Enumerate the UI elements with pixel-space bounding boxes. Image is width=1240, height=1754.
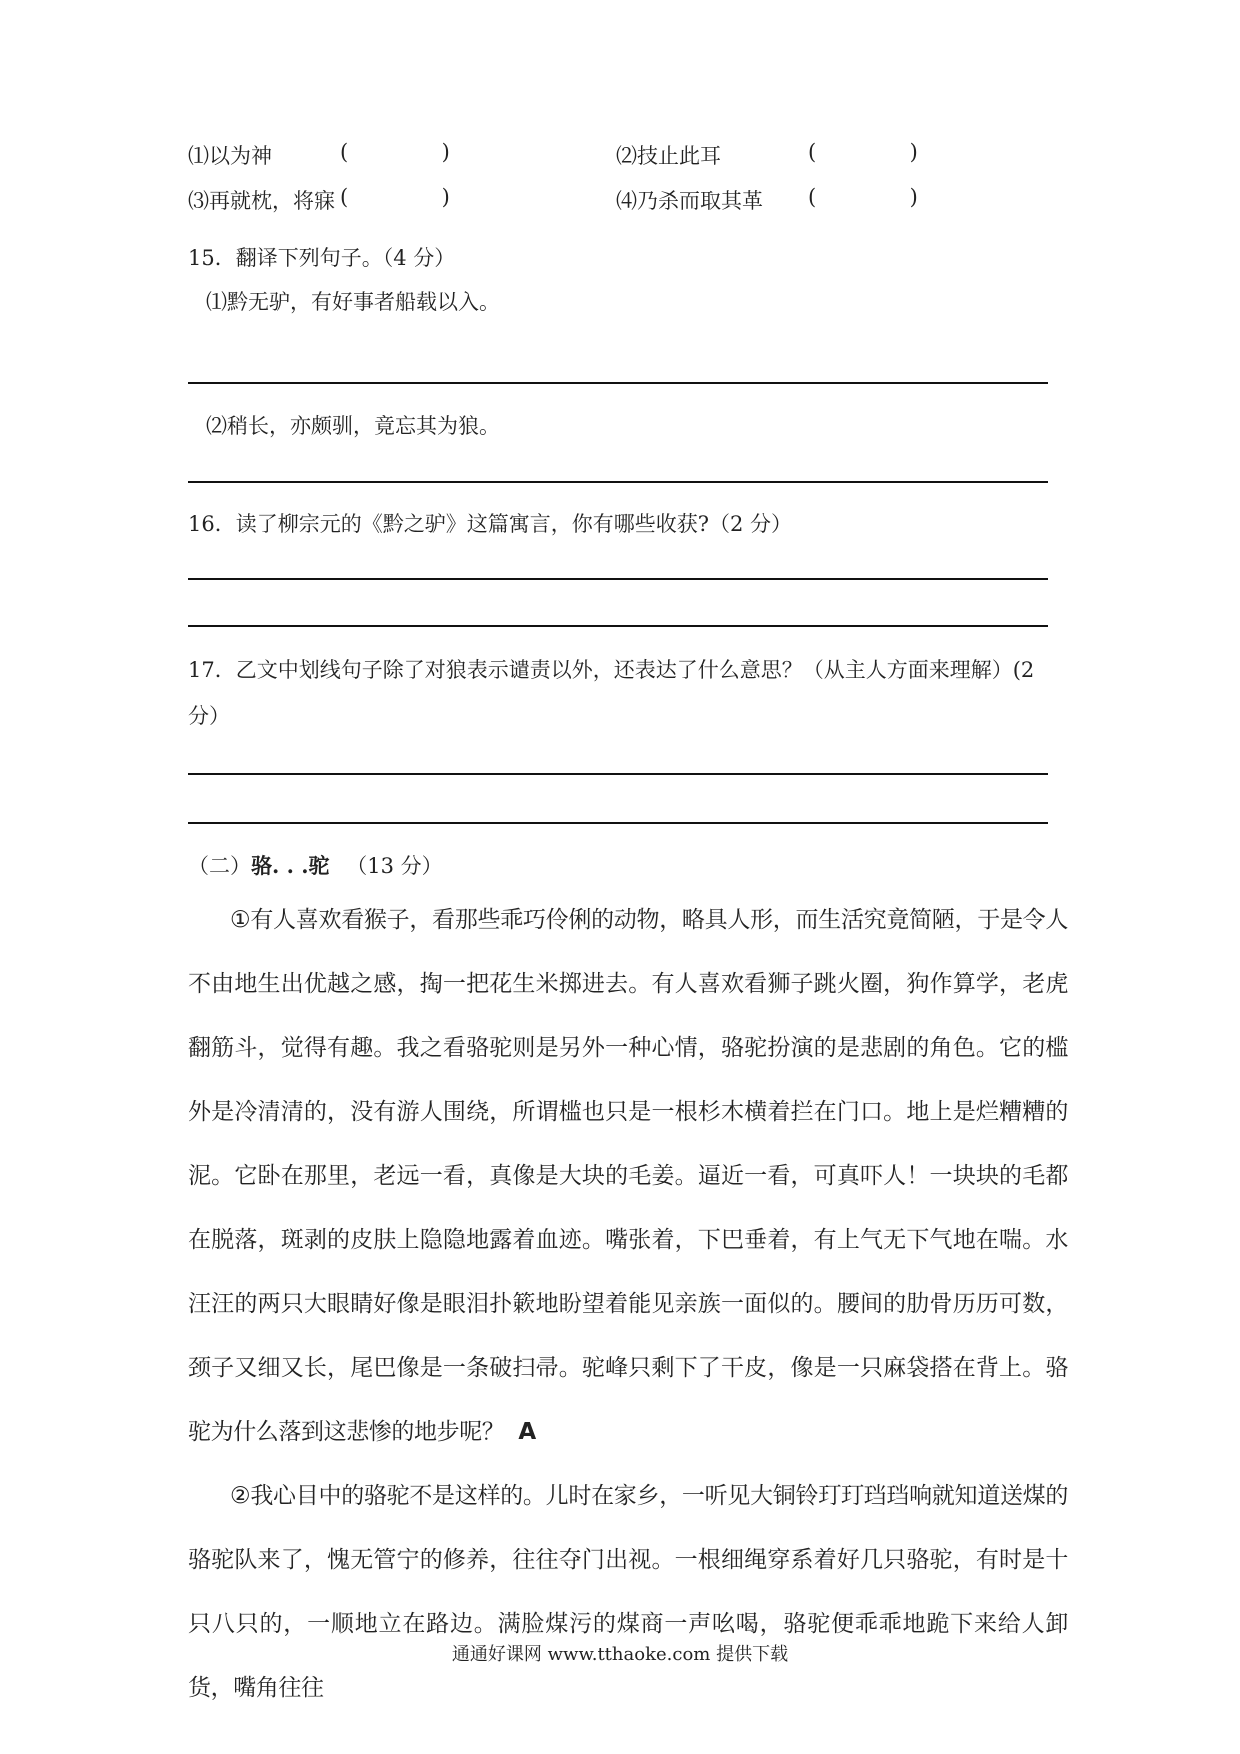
- q15-title: 15．翻译下列句子。（4 分）: [188, 246, 456, 270]
- answer-line[interactable]: [188, 625, 1048, 627]
- paragraph-1: [188, 888, 1068, 1464]
- q15-sentence-1: ⑴黔无驴，有好事者船载以入。: [206, 290, 500, 314]
- q14-answer-blank[interactable]: ( ): [340, 140, 450, 164]
- answer-line[interactable]: [188, 822, 1048, 824]
- q14-item-text: ⑶再就枕，将寐: [188, 189, 335, 213]
- answer-line[interactable]: [188, 382, 1048, 384]
- answer-line[interactable]: [188, 481, 1048, 483]
- paragraph-1-text: ①有人喜欢看猴子，看那些乖巧伶俐的动物，略具人形，而生活究竟简陋，于是令人不由地生出优越之感，掏一把花生米掷进去。有人喜欢看狮子跳火圈，狗作算学，老虎翻筋斗，觉得有趣。我之看骆驼则是另外一种心情，骆驼扮演的是悲剧的角色。它的槛外是冷清清的，没有游人围绕，所谓槛也只是一根杉木横着拦在门口。地上是烂糟糟的泥。它卧在那里，老远一看，真像是大块的毛姜。逼近一看，可真吓人！一块块的毛都在脱落，斑剥的皮肤上隐隐地露着血迹。嘴张着，下巴垂着，有上气无下气地在喘。水汪汪的两只大眼睛好像是眼泪扑簌地盼望着能见亲族一面似的。腰间的肋骨历历可数，颈子又细又长，尾巴像是一条破扫帚。驼峰只剩下了干皮，像是一只麻袋搭在背上。骆驼为什么落到这悲惨的地步呢？: [188, 907, 1068, 1445]
- section-title: 骆. . .驼: [251, 853, 330, 878]
- annotation-marker-a: A: [518, 1419, 536, 1445]
- paragraph-2-text: ②我心目中的骆驼不是这样的。儿时在家乡，一听见大铜铃玎玎珰珰响就知道送煤的骆驼队来了，愧无管宁的修养，往往夺门出视。一根细绳穿系着好几只骆驼，有时是十只八只的，一顺地立在路边。满脸煤污的煤商一声吆喝，骆驼便乖乖地跪下来给人卸货，嘴角往往: [188, 1483, 1068, 1701]
- q15-sentence-2: ⑵稍长，亦颇驯，竟忘其为狼。: [206, 414, 500, 438]
- q17-title-line-1: 17．乙文中划线句子除了对狼表示谴责以外，还表达了什么意思？（从主人方面来理解）(2: [188, 658, 1035, 682]
- q14-item-text: ⑵技止此耳: [616, 144, 721, 168]
- q14-item-4: [616, 185, 918, 215]
- q14-item-text: ⑴以为神: [188, 144, 272, 168]
- q16-title: 16．读了柳宗元的《黔之驴》这篇寓言，你有哪些收获?（2 分）: [188, 512, 793, 536]
- q14-item-3: [188, 185, 450, 215]
- page-footer: 通通好课网 www.tthaoke.com 提供下载: [451, 1644, 789, 1665]
- answer-line[interactable]: [188, 773, 1048, 775]
- q14-item-text: ⑷乃杀而取其革: [616, 189, 763, 213]
- q14-answer-blank[interactable]: ( ): [340, 185, 450, 209]
- section-number: （二）: [188, 854, 251, 878]
- q14-item-1: [188, 140, 450, 170]
- section-score: （13 分）: [346, 854, 443, 878]
- answer-line[interactable]: [188, 578, 1048, 580]
- q14-item-2: [616, 140, 918, 170]
- section-heading: [188, 850, 443, 880]
- q17-title-line-2: 分）: [188, 704, 230, 728]
- q14-answer-blank[interactable]: ( ): [808, 140, 918, 164]
- paragraph-2: [188, 1464, 1068, 1720]
- q14-answer-blank[interactable]: ( ): [808, 185, 918, 209]
- passage: [188, 888, 1068, 1720]
